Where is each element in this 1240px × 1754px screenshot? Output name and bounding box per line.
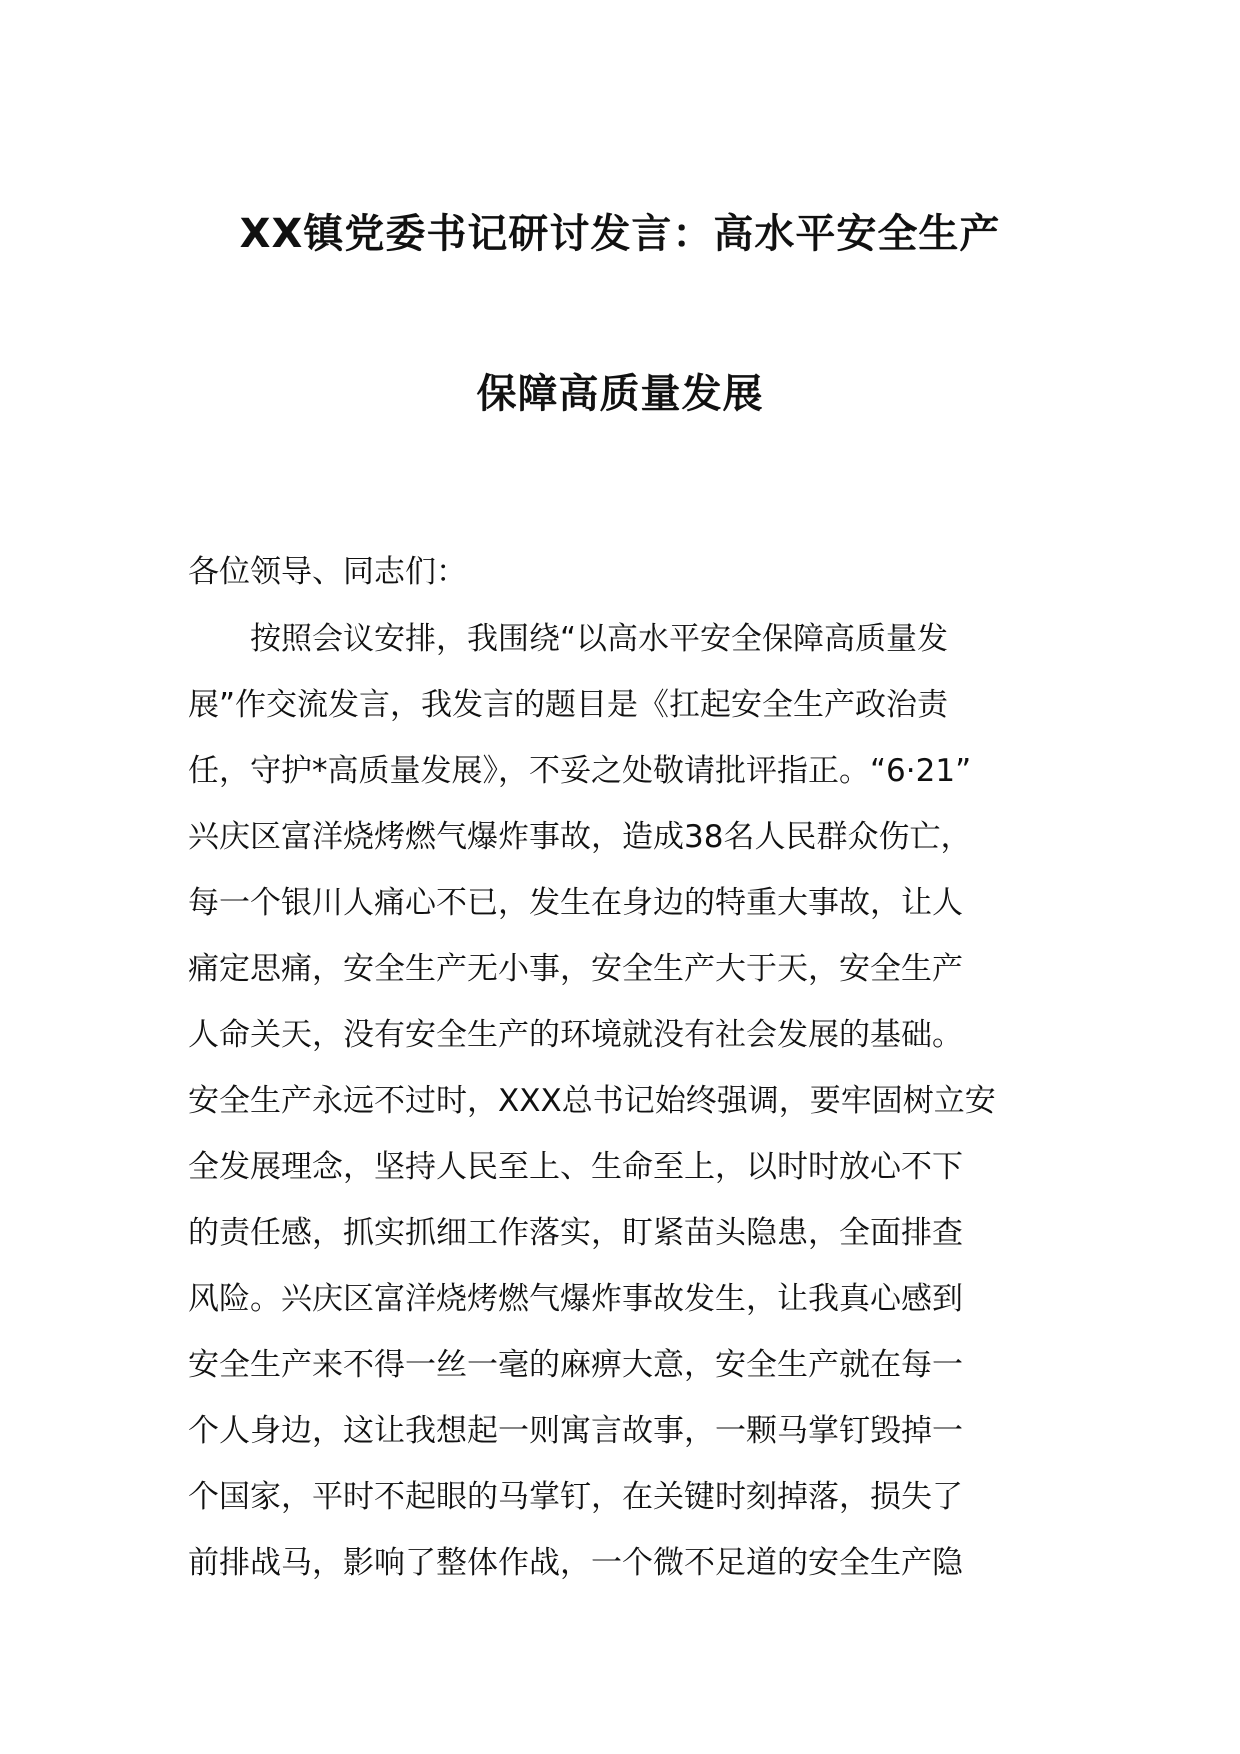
salutation: 各位领导、同志们：	[188, 554, 467, 590]
paragraph-line: 个国家，平时不起眼的马掌钉，在关键时刻掉落，损失了	[188, 1479, 963, 1515]
document-title-line-2: 保障高质量发展	[476, 371, 764, 417]
paragraph-line: 安全生产永远不过时，XXX总书记始终强调，要牢固树立安	[188, 1083, 996, 1119]
paragraph-line: 展”作交流发言，我发言的题目是《扛起安全生产政治责	[188, 687, 949, 723]
paragraph-line: 任，守护*高质量发展》，不妥之处敬请批评指正。“6·21”	[188, 753, 972, 789]
paragraph-line: 每一个银川人痛心不已，发生在身边的特重大事故，让人	[188, 885, 963, 921]
paragraph-line: 个人身边，这让我想起一则寓言故事，一颗马掌钉毁掉一	[188, 1413, 963, 1449]
paragraph-line: 痛定思痛，安全生产无小事，安全生产大于天，安全生产	[188, 951, 963, 987]
paragraph-line: 按照会议安排，我围绕“以高水平安全保障高质量发	[188, 621, 949, 657]
paragraph-line: 风险。兴庆区富洋烧烤燃气爆炸事故发生，让我真心感到	[188, 1281, 963, 1317]
paragraph-line: 全发展理念，坚持人民至上、生命至上，以时时放心不下	[188, 1149, 963, 1185]
paragraph-line: 前排战马，影响了整体作战，一个微不足道的安全生产隐	[188, 1545, 963, 1581]
paragraph-line: 安全生产来不得一丝一毫的麻痹大意，安全生产就在每一	[188, 1347, 963, 1383]
paragraph-line: 人命关天，没有安全生产的环境就没有社会发展的基础。	[188, 1017, 963, 1053]
document-title-line-1: XX镇党委书记研讨发言：高水平安全生产	[239, 211, 1001, 257]
paragraph-line: 的责任感，抓实抓细工作落实，盯紧苗头隐患，全面排查	[188, 1215, 963, 1251]
paragraph-line: 兴庆区富洋烧烤燃气爆炸事故，造成38名人民群众伤亡，	[188, 819, 972, 855]
